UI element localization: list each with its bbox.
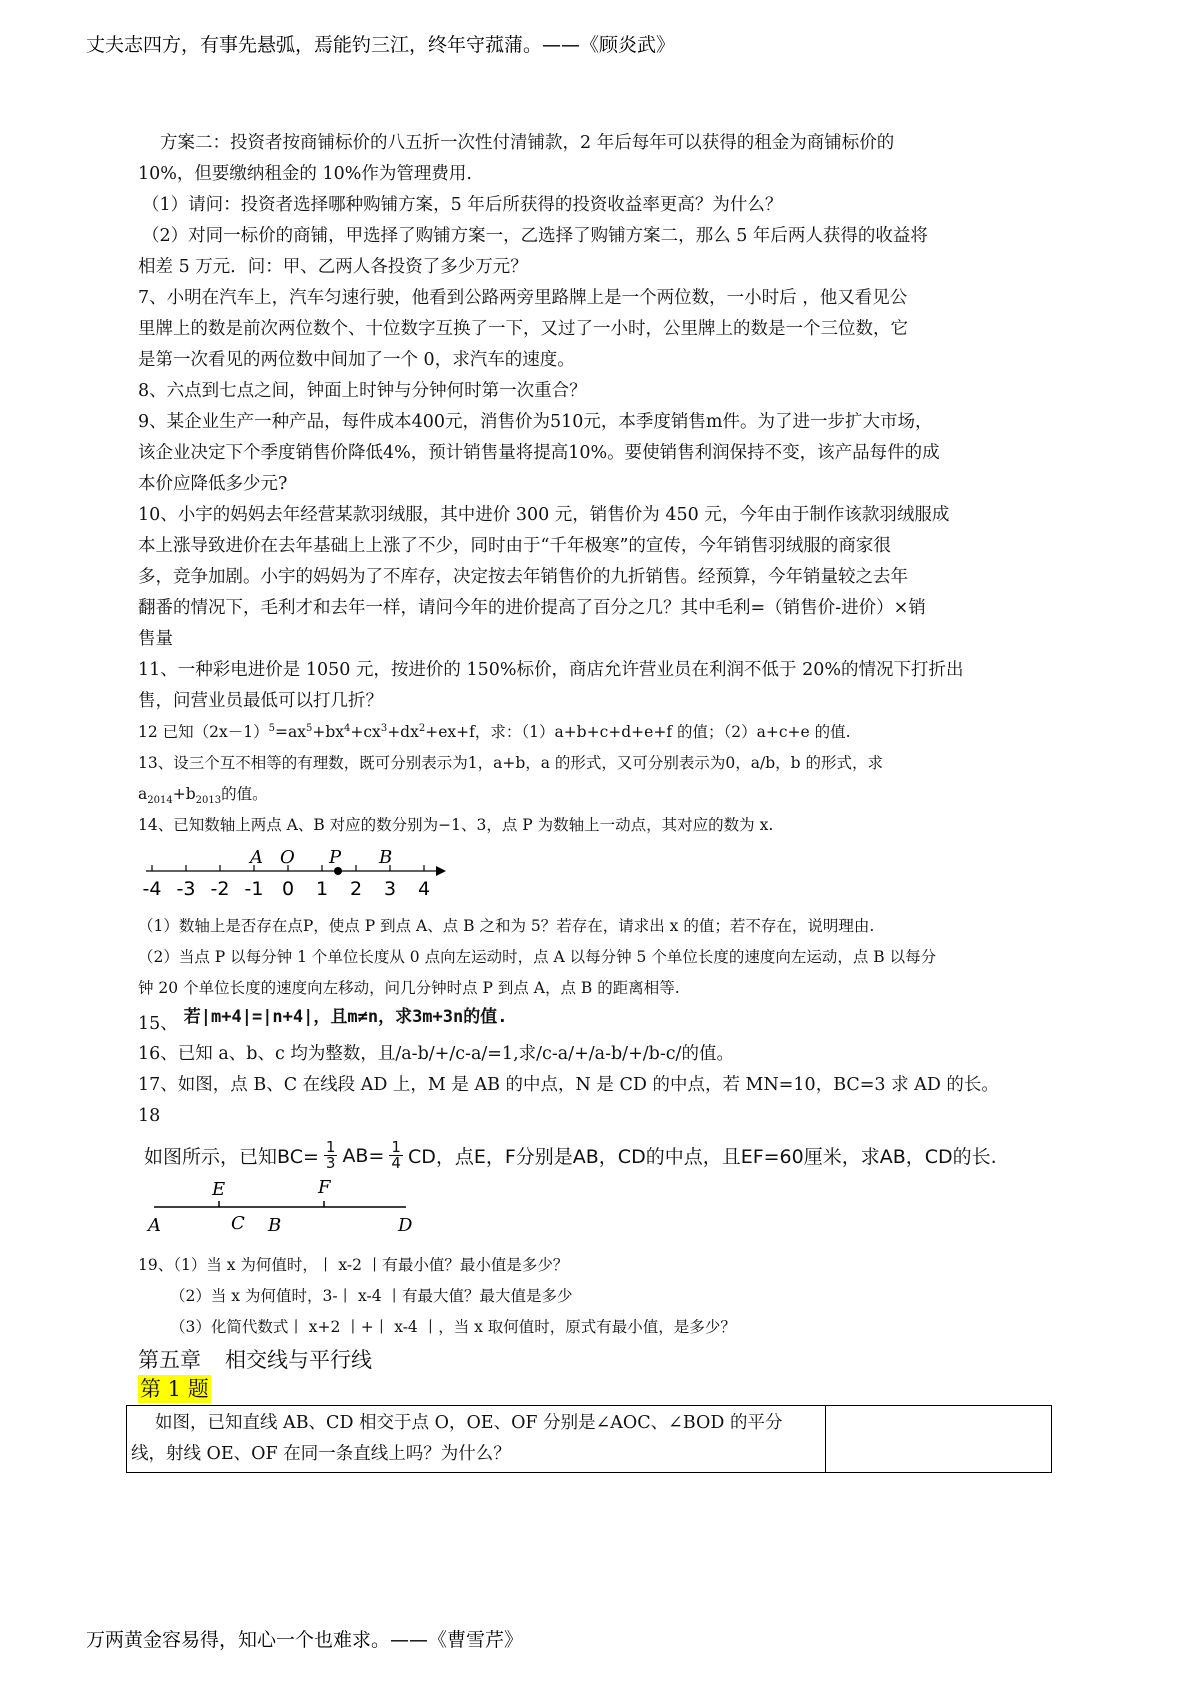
q10-line1: 10、小宇的妈妈去年经营某款羽绒服，其中进价 300 元，销售价为 450 元，今年由于制作该款羽绒服成 (138, 505, 950, 525)
label-p: P (329, 847, 342, 868)
number-line-arrow (436, 866, 446, 876)
q13-line2: $a_{2014}+b_{2013}$的值。 (138, 785, 268, 807)
question-18-figure (144, 1140, 1050, 1246)
document-body (131, 128, 1050, 1473)
tick-label: -4 (142, 878, 162, 900)
question-12: 12 已知$(2x-1)^5=ax^5+bx^4+cx^3+dx^2+ex+f$，求：（1）a+b+c+d+e+f 的值；（2）a+c+e 的值. (138, 722, 851, 741)
number-line-figure (142, 845, 462, 907)
header-quote: 丈夫志四方，有事先悬弧，焉能钓三江，终年守菰蒲。——《顾炎武》 (86, 34, 676, 56)
q19-sub2: （2）当 x 为何值时，3-丨 x-4 丨有最大值？最大值是多少 (170, 1287, 573, 1305)
q18-text: 如图所示，已知BC= $\frac{1}{3}$ AB= $\frac{1}{4}$ CD，点E，F分别是AB，CD的中点，且EF=60厘米，求AB，CD的长. (144, 1138, 997, 1172)
chapter-heading: 第五章 相交线与平行线 (138, 1348, 372, 1372)
q9-line1: 9、某企业生产一种产品，每件成本400元，消售价为510元，本季度销售m件。为了进一步扩大市场， (138, 412, 933, 432)
q14-sub2-line1: （2）当点 P 以每分钟 1 个单位长度从 0 点向左运动时，点 A 以每分钟 5 个单位长度的速度向左运动，点 B 以每分 (138, 948, 937, 966)
tick-label: -2 (210, 878, 230, 900)
tick-label: 0 (281, 878, 295, 900)
q11-line2: 售，问营业员最低可以打几折？ (138, 691, 383, 711)
plan2-line1: 方案二：投资者按商铺标价的八五折一次性付清铺款，2 年后每年可以获得的租金为商铺标价的 (160, 133, 895, 153)
point-p-dot (334, 867, 342, 875)
segment-figure (144, 1171, 424, 1241)
q15-number: 15、 (138, 1014, 178, 1034)
fraction-one-fourth: $\frac{1}{4}$ (391, 1138, 401, 1172)
q15-text: 若|m+4|=|n+4|，且m≠n，求3m+3n的值. (183, 1007, 508, 1027)
label-b: B (379, 847, 393, 868)
tick-label: 3 (383, 878, 397, 900)
tick-label: -1 (244, 878, 264, 900)
label-b2: B (268, 1215, 282, 1236)
q19-sub3: （3）化简代数式丨 x+2 丨+丨 x-4 丨，当 x 取何值时，原式有最小值，是多少？ (170, 1318, 736, 1336)
plan2-line2: 10%，但要缴纳租金的 10%作为管理费用. (138, 164, 472, 184)
footer-quote: 万两黄金容易得，知心一个也难求。——《曹雪芹》 (86, 1629, 524, 1651)
problem-tag: 第 1 题 (140, 1377, 209, 1401)
label-d: D (398, 1215, 413, 1236)
q7-line3: 是第一次看见的两位数中间加了一个 0，求汽车的速度。 (138, 350, 575, 370)
q10-line2: 本上涨导致进价在去年基础上上涨了不少，同时由于“千年极寒”的宣传，今年销售羽绒服的商家很 (138, 536, 891, 556)
question-15 (138, 1007, 1050, 1035)
label-o: O (280, 847, 295, 868)
question-16: 16、已知 a、b、c 均为整数，且/a-b/+/c-a/=1,求/c-a/+/a-b/+/b-c/的值。 (138, 1044, 734, 1064)
q19-sub1: 19、（1）当 x 为何值时，丨 x-2 丨有最小值？最小值是多少？ (138, 1256, 569, 1274)
problem-1-text: 如图，已知直线 AB、CD 相交于点 O，OE、OF 分别是∠AOC、∠BOD 的平分 线，射线 OE、OF 在同一条直线上吗？为什么？ (127, 1406, 826, 1473)
q6-sub2-line2: 相差 5 万元．问：甲、乙两人各投资了多少万元？ (138, 257, 528, 277)
q10-line3: 多，竞争加剧。小宇的妈妈为了不库存，决定按去年销售价的九折销售。经预算，今年销量较之去年 (138, 567, 908, 587)
label-a: A (250, 847, 263, 868)
fraction-one-third: $\frac{1}{3}$ (325, 1138, 336, 1172)
label-a2: A (148, 1215, 161, 1236)
question-7 (131, 283, 1050, 1473)
q7-line1: 7、小明在汽车上，汽车匀速行驶，他看到公路两旁里路牌上是一个两位数，一小时后 ，他又看见公 (138, 288, 908, 308)
q14-sub2-line2: 钟 20 个单位长度的速度向左移动，问几分钟时点 P 到点 A，点 B 的距离相等. (138, 979, 680, 997)
problem-1-table (126, 1405, 1052, 1473)
q11-line1: 11、一种彩电进价是 1050 元，按进价的 150%标价，商店允许营业员在利润不低于 20%的情况下打折出 (138, 660, 964, 680)
q14-sub1: （1）数轴上是否存在点P，使点 P 到点 A、点 B 之和为 5？若存在，请求出 x 的值；若不存在，说明理由. (138, 917, 875, 935)
q18-number: 18 (138, 1106, 161, 1126)
q14-line1: 14、已知数轴上两点 A、B 对应的数分别为−1、3，点 P 为数轴上一动点，其对应的数为 x. (138, 816, 774, 834)
number-line-ticks (143, 865, 431, 900)
label-e: E (212, 1179, 226, 1200)
question-17: 17、如图，点 B、C 在线段 AD 上，M 是 AB 的中点，N 是 CD 的中点，若 MN=10，BC=3 求 AD 的长。 (138, 1075, 999, 1095)
q6-sub2-line1: （2）对同一标价的商铺，甲选择了购铺方案一，乙选择了购铺方案二，那么 5 年后两人获得的收益将 (142, 226, 928, 246)
tick-label: 4 (417, 878, 431, 900)
q9-line2: 该企业决定下个季度销售价降低4%，预计销售量将提高10%。要使销售利润保持不变，该产品每件的成 (138, 443, 940, 463)
tick-label: -3 (176, 878, 196, 900)
question-8: 8、六点到七点之间，钟面上时钟与分钟何时第一次重合？ (138, 381, 587, 401)
q9-line3: 本价应降低多少元? (138, 474, 288, 494)
label-f: F (318, 1177, 331, 1198)
q7-line2: 里牌上的数是前次两位数个、十位数字互换了一下，又过了一小时，公里牌上的数是一个三位数，它 (138, 319, 908, 339)
q6-sub1: （1）请问：投资者选择哪种购铺方案，5 年后所获得的投资收益率更高？为什么？ (142, 195, 783, 215)
tick-label: 2 (349, 878, 363, 900)
q10-line5: 售量 (138, 629, 173, 649)
q10-line4: 翻番的情况下，毛利才和去年一样，请问今年的进价提高了百分之几？其中毛利=（销售价-进价）×销 (138, 598, 926, 618)
q13-line1: 13、设三个互不相等的有理数，既可分别表示为1，a+b，a 的形式，又可分别表示为0，a/b，b 的形式，求 (138, 754, 884, 772)
tick-label: 1 (315, 878, 329, 900)
label-c: C (231, 1213, 245, 1234)
problem-1-figure-cell (826, 1406, 1052, 1473)
